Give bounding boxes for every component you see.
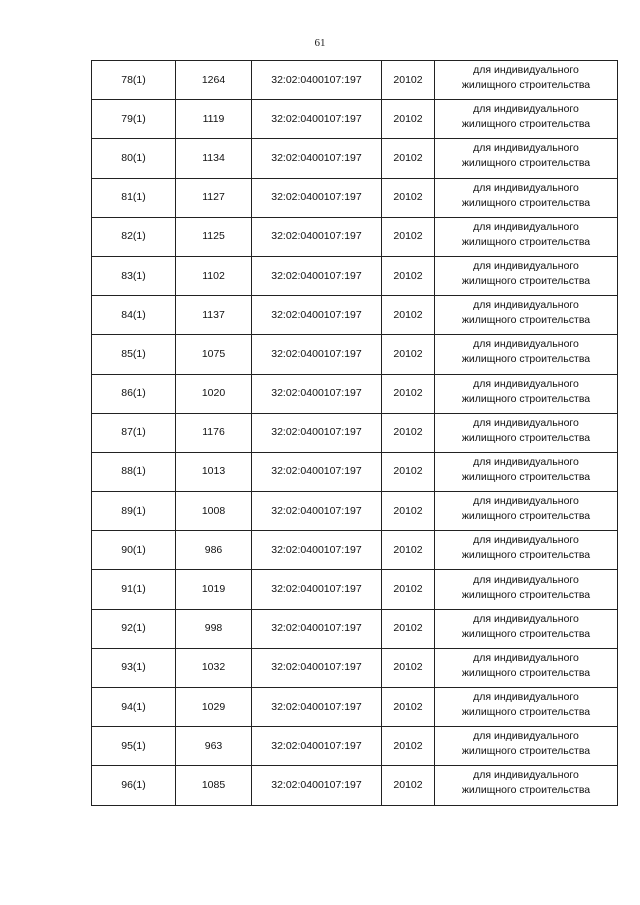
purpose-text: для индивидуального жилищного строительства bbox=[461, 103, 591, 131]
cell-number: 90(1) bbox=[92, 531, 176, 570]
cell-purpose bbox=[435, 256, 618, 295]
purpose-text: для индивидуального жилищного строительства bbox=[461, 691, 591, 719]
cell-number: 95(1) bbox=[92, 727, 176, 766]
table-row bbox=[92, 61, 618, 100]
cell-cadastral-number: 32:02:0400107:197 bbox=[252, 256, 382, 295]
cell-code: 20102 bbox=[382, 413, 435, 452]
cell-area: 1085 bbox=[176, 766, 252, 805]
cell-code: 20102 bbox=[382, 727, 435, 766]
cell-area: 1019 bbox=[176, 570, 252, 609]
purpose-text: для индивидуального жилищного строительства bbox=[461, 377, 591, 405]
cell-cadastral-number: 32:02:0400107:197 bbox=[252, 452, 382, 491]
cell-area: 1176 bbox=[176, 413, 252, 452]
cell-code: 20102 bbox=[382, 452, 435, 491]
cell-number: 87(1) bbox=[92, 413, 176, 452]
table-row bbox=[92, 609, 618, 648]
cell-area: 1264 bbox=[176, 61, 252, 100]
table-row bbox=[92, 335, 618, 374]
cell-purpose bbox=[435, 296, 618, 335]
cell-number: 93(1) bbox=[92, 648, 176, 687]
cell-code: 20102 bbox=[382, 100, 435, 139]
table-row bbox=[92, 688, 618, 727]
cell-area: 1032 bbox=[176, 648, 252, 687]
cell-number: 81(1) bbox=[92, 178, 176, 217]
cell-cadastral-number: 32:02:0400107:197 bbox=[252, 139, 382, 178]
cell-area: 1013 bbox=[176, 452, 252, 491]
parcel-table bbox=[91, 60, 618, 806]
cell-number: 88(1) bbox=[92, 452, 176, 491]
cell-area: 1020 bbox=[176, 374, 252, 413]
cell-code: 20102 bbox=[382, 61, 435, 100]
table-row bbox=[92, 374, 618, 413]
cell-number: 85(1) bbox=[92, 335, 176, 374]
cell-purpose bbox=[435, 688, 618, 727]
table-row bbox=[92, 296, 618, 335]
cell-number: 78(1) bbox=[92, 61, 176, 100]
cell-area: 1127 bbox=[176, 178, 252, 217]
purpose-text: для индивидуального жилищного строительства bbox=[461, 299, 591, 327]
page-number: 61 bbox=[314, 37, 326, 49]
cell-code: 20102 bbox=[382, 766, 435, 805]
cell-code: 20102 bbox=[382, 256, 435, 295]
parcel-table-body bbox=[92, 61, 618, 806]
cell-cadastral-number: 32:02:0400107:197 bbox=[252, 335, 382, 374]
purpose-text: для индивидуального жилищного строительства bbox=[461, 495, 591, 523]
table-row bbox=[92, 413, 618, 452]
table-row bbox=[92, 727, 618, 766]
table-row bbox=[92, 570, 618, 609]
purpose-text: для индивидуального жилищного строительства bbox=[461, 651, 591, 679]
cell-purpose bbox=[435, 413, 618, 452]
cell-purpose bbox=[435, 217, 618, 256]
cell-number: 91(1) bbox=[92, 570, 176, 609]
cell-number: 84(1) bbox=[92, 296, 176, 335]
cell-purpose bbox=[435, 139, 618, 178]
cell-code: 20102 bbox=[382, 570, 435, 609]
cell-area: 1119 bbox=[176, 100, 252, 139]
cell-code: 20102 bbox=[382, 178, 435, 217]
cell-code: 20102 bbox=[382, 609, 435, 648]
cell-area: 1029 bbox=[176, 688, 252, 727]
cell-purpose bbox=[435, 452, 618, 491]
cell-purpose bbox=[435, 61, 618, 100]
cell-number: 80(1) bbox=[92, 139, 176, 178]
purpose-text: для индивидуального жилищного строительства bbox=[461, 416, 591, 444]
cell-area: 1102 bbox=[176, 256, 252, 295]
table-row bbox=[92, 100, 618, 139]
table-row bbox=[92, 492, 618, 531]
cell-code: 20102 bbox=[382, 531, 435, 570]
purpose-text: для индивидуального жилищного строительства bbox=[461, 455, 591, 483]
table-row bbox=[92, 217, 618, 256]
table-row bbox=[92, 452, 618, 491]
cell-cadastral-number: 32:02:0400107:197 bbox=[252, 727, 382, 766]
cell-code: 20102 bbox=[382, 217, 435, 256]
cell-area: 998 bbox=[176, 609, 252, 648]
table-row bbox=[92, 139, 618, 178]
cell-purpose bbox=[435, 570, 618, 609]
cell-cadastral-number: 32:02:0400107:197 bbox=[252, 688, 382, 727]
cell-cadastral-number: 32:02:0400107:197 bbox=[252, 648, 382, 687]
purpose-text: для индивидуального жилищного строительства bbox=[461, 64, 591, 92]
cell-purpose bbox=[435, 727, 618, 766]
purpose-text: для индивидуального жилищного строительства bbox=[461, 612, 591, 640]
cell-purpose bbox=[435, 178, 618, 217]
purpose-text: для индивидуального жилищного строительства bbox=[461, 260, 591, 288]
purpose-text: для индивидуального жилищного строительства bbox=[461, 142, 591, 170]
cell-number: 96(1) bbox=[92, 766, 176, 805]
cell-cadastral-number: 32:02:0400107:197 bbox=[252, 61, 382, 100]
cell-purpose bbox=[435, 531, 618, 570]
cell-area: 1075 bbox=[176, 335, 252, 374]
cell-area: 1134 bbox=[176, 139, 252, 178]
purpose-text: для индивидуального жилищного строительства bbox=[461, 338, 591, 366]
cell-cadastral-number: 32:02:0400107:197 bbox=[252, 217, 382, 256]
cell-cadastral-number: 32:02:0400107:197 bbox=[252, 178, 382, 217]
cell-number: 92(1) bbox=[92, 609, 176, 648]
cell-cadastral-number: 32:02:0400107:197 bbox=[252, 492, 382, 531]
cell-number: 83(1) bbox=[92, 256, 176, 295]
cell-number: 94(1) bbox=[92, 688, 176, 727]
cell-purpose bbox=[435, 492, 618, 531]
table-row bbox=[92, 648, 618, 687]
cell-cadastral-number: 32:02:0400107:197 bbox=[252, 609, 382, 648]
cell-area: 963 bbox=[176, 727, 252, 766]
cell-area: 986 bbox=[176, 531, 252, 570]
table-row bbox=[92, 256, 618, 295]
cell-cadastral-number: 32:02:0400107:197 bbox=[252, 374, 382, 413]
cell-code: 20102 bbox=[382, 374, 435, 413]
purpose-text: для индивидуального жилищного строительства bbox=[461, 534, 591, 562]
purpose-text: для индивидуального жилищного строительства bbox=[461, 220, 591, 248]
cell-code: 20102 bbox=[382, 139, 435, 178]
table-row bbox=[92, 531, 618, 570]
cell-code: 20102 bbox=[382, 335, 435, 374]
cell-purpose bbox=[435, 335, 618, 374]
cell-code: 20102 bbox=[382, 296, 435, 335]
cell-cadastral-number: 32:02:0400107:197 bbox=[252, 570, 382, 609]
cell-number: 79(1) bbox=[92, 100, 176, 139]
cell-purpose bbox=[435, 648, 618, 687]
cell-purpose bbox=[435, 766, 618, 805]
cell-code: 20102 bbox=[382, 492, 435, 531]
cell-cadastral-number: 32:02:0400107:197 bbox=[252, 100, 382, 139]
cell-code: 20102 bbox=[382, 688, 435, 727]
cell-area: 1137 bbox=[176, 296, 252, 335]
cell-number: 89(1) bbox=[92, 492, 176, 531]
purpose-text: для индивидуального жилищного строительства bbox=[461, 573, 591, 601]
cell-number: 82(1) bbox=[92, 217, 176, 256]
cell-code: 20102 bbox=[382, 648, 435, 687]
cell-purpose bbox=[435, 100, 618, 139]
purpose-text: для индивидуального жилищного строительства bbox=[461, 730, 591, 758]
purpose-text: для индивидуального жилищного строительства bbox=[461, 769, 591, 797]
cell-cadastral-number: 32:02:0400107:197 bbox=[252, 766, 382, 805]
table-row bbox=[92, 178, 618, 217]
purpose-text: для индивидуального жилищного строительства bbox=[461, 181, 591, 209]
cell-cadastral-number: 32:02:0400107:197 bbox=[252, 413, 382, 452]
cell-cadastral-number: 32:02:0400107:197 bbox=[252, 296, 382, 335]
cell-purpose bbox=[435, 374, 618, 413]
cell-cadastral-number: 32:02:0400107:197 bbox=[252, 531, 382, 570]
cell-area: 1125 bbox=[176, 217, 252, 256]
table-row bbox=[92, 766, 618, 805]
cell-purpose bbox=[435, 609, 618, 648]
cell-area: 1008 bbox=[176, 492, 252, 531]
cell-number: 86(1) bbox=[92, 374, 176, 413]
